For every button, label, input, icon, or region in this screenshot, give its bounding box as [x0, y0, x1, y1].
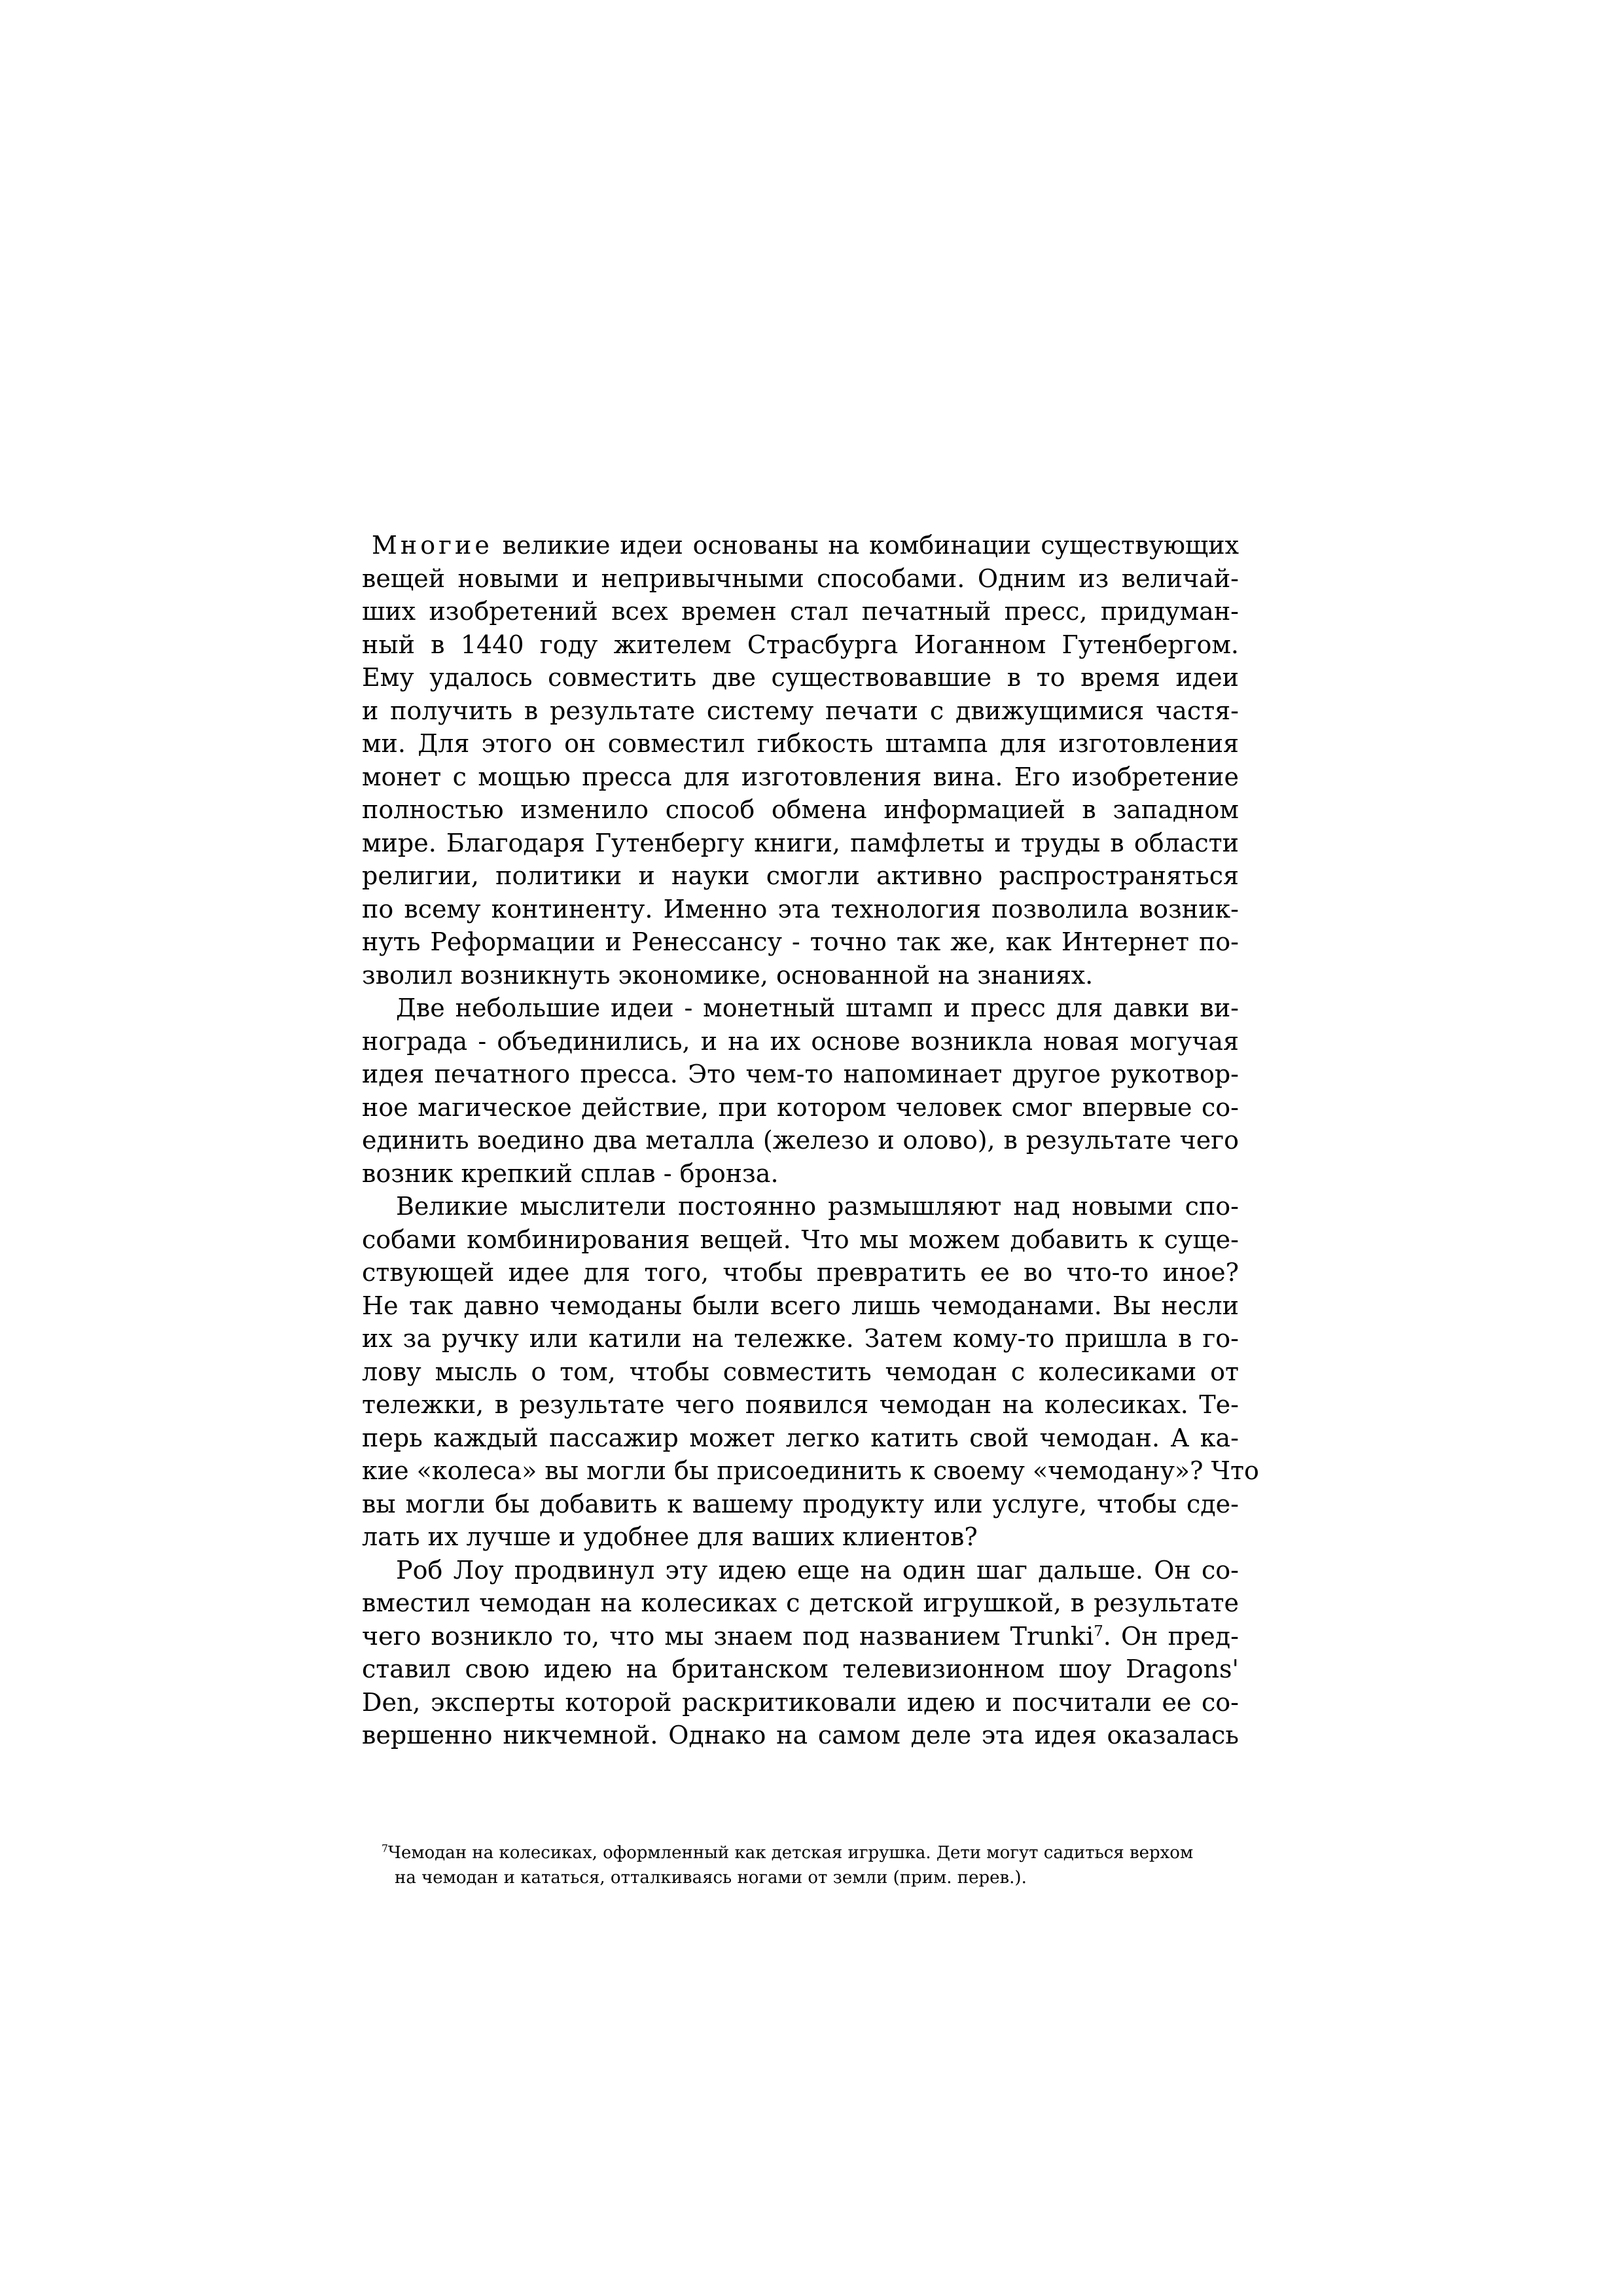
- text-line: возник крепкий сплав - бронза.: [362, 1158, 779, 1188]
- footnote-ref: 7: [1094, 1622, 1103, 1640]
- footnote-text: Чемодан на колесиках, оформленный как детская игрушка. Дети могут садиться верхом: [387, 1843, 1194, 1863]
- text-line: и получить в результате систему печати с движущимися частя-: [362, 696, 1239, 725]
- text-line: зволил возникнуть экономике, основанной на знаниях.: [362, 960, 1094, 990]
- text-line: [362, 529, 1239, 562]
- footnote-line: на чемодан и кататься, отталкиваясь ногами от земли (прим. перев.).: [395, 1868, 1027, 1888]
- main-text: [362, 529, 1259, 1752]
- footnote-line: [382, 1840, 1232, 1865]
- text-line: вещей новыми и непривычными способами. Одним из величай-: [362, 564, 1239, 593]
- text-line: Не так давно чемоданы были всего лишь чемоданами. Вы несли: [362, 1291, 1239, 1320]
- text-line: вы могли бы добавить к вашему продукту или услуге, чтобы сде-: [362, 1489, 1239, 1518]
- text-line: по всему континенту. Именно эта технология позволила возник-: [362, 894, 1239, 924]
- text-line: монет с мощью пресса для изготовления вина. Его изобретение: [362, 762, 1239, 791]
- text-line: религии, политики и науки смогли активно распространяться: [362, 861, 1239, 890]
- text-line: лать их лучше и удобнее для ваших клиентов?: [362, 1522, 978, 1551]
- text-line: их за ручку или катили на тележке. Затем кому-то пришла в го-: [362, 1324, 1239, 1353]
- text-line: вместил чемодан на колесиках с детской игрушкой, в результате: [362, 1588, 1239, 1617]
- text-line: перь каждый пассажир может легко катить свой чемодан. А ка-: [362, 1423, 1239, 1452]
- text-line: Роб Лоу продвинул эту идею еще на один шаг дальше. Он со-: [396, 1555, 1239, 1585]
- lead-word: Многие: [372, 531, 493, 560]
- text-line: ствующей идее для того, чтобы превратить ее во что-то иное?: [362, 1258, 1239, 1287]
- text-line: нограда - объединились, и на их основе возникла новая могучая: [362, 1026, 1239, 1056]
- footnote: [382, 1840, 1232, 1890]
- text-span: . Он пред-: [1103, 1621, 1239, 1651]
- text-line: ставил свою идею на британском телевизионном шоу Dragons': [362, 1655, 1239, 1683]
- text-line: ный в 1440 году жителем Страсбурга Иоганном Гутенбергом.: [362, 630, 1239, 659]
- text-line: единить воедино два металла (железо и олово), в результате чего: [362, 1126, 1239, 1155]
- text-line: Ему удалось совместить две существовавшие в то время идеи: [362, 663, 1239, 692]
- text-line: Den, эксперты которой раскритиковали идею и посчитали ее со-: [362, 1687, 1239, 1717]
- text-line: ное магическое действие, при котором человек смог впервые со-: [362, 1092, 1239, 1122]
- text-line: [362, 1620, 1239, 1653]
- text-line: лову мысль о том, чтобы совместить чемодан с колесиками от: [362, 1357, 1239, 1386]
- text-line: ми. Для этого он совместил гибкость штампа для изготовления: [362, 729, 1239, 758]
- text-line: ших изобретений всех времен стал печатный пресс, придуман-: [362, 597, 1239, 626]
- text-line: Две небольшие идеи - монетный штамп и пресс для давки ви-: [396, 994, 1239, 1022]
- text-line: полностью изменило способ обмена информацией в западном: [362, 795, 1239, 824]
- text-span: великие идеи основаны на комбинации существующих: [492, 531, 1239, 560]
- text-line: идея печатного пресса. Это чем-то напоминает другое рукотвор-: [362, 1060, 1239, 1088]
- text-line: собами комбинирования вещей. Что мы можем добавить к суще-: [362, 1225, 1239, 1254]
- text-line: Великие мыслители постоянно размышляют над новыми спо-: [396, 1192, 1239, 1221]
- text-span: чего возникло то, что мы знаем под названием Trunki: [362, 1621, 1094, 1651]
- text-line: кие «колеса» вы могли бы присоединить к своему «чемодану»? Что: [362, 1456, 1259, 1485]
- footnote-marker: 7: [382, 1842, 388, 1855]
- text-line: вершенно никчемной. Однако на самом деле эта идея оказалась: [362, 1721, 1239, 1749]
- text-line: нуть Реформации и Ренессансу - точно так же, как Интернет по-: [362, 927, 1239, 956]
- text-line: мире. Благодаря Гутенбергу книги, памфлеты и труды в области: [362, 828, 1239, 857]
- text-line: тележки, в результате чего появился чемодан на колесиках. Те-: [362, 1390, 1239, 1419]
